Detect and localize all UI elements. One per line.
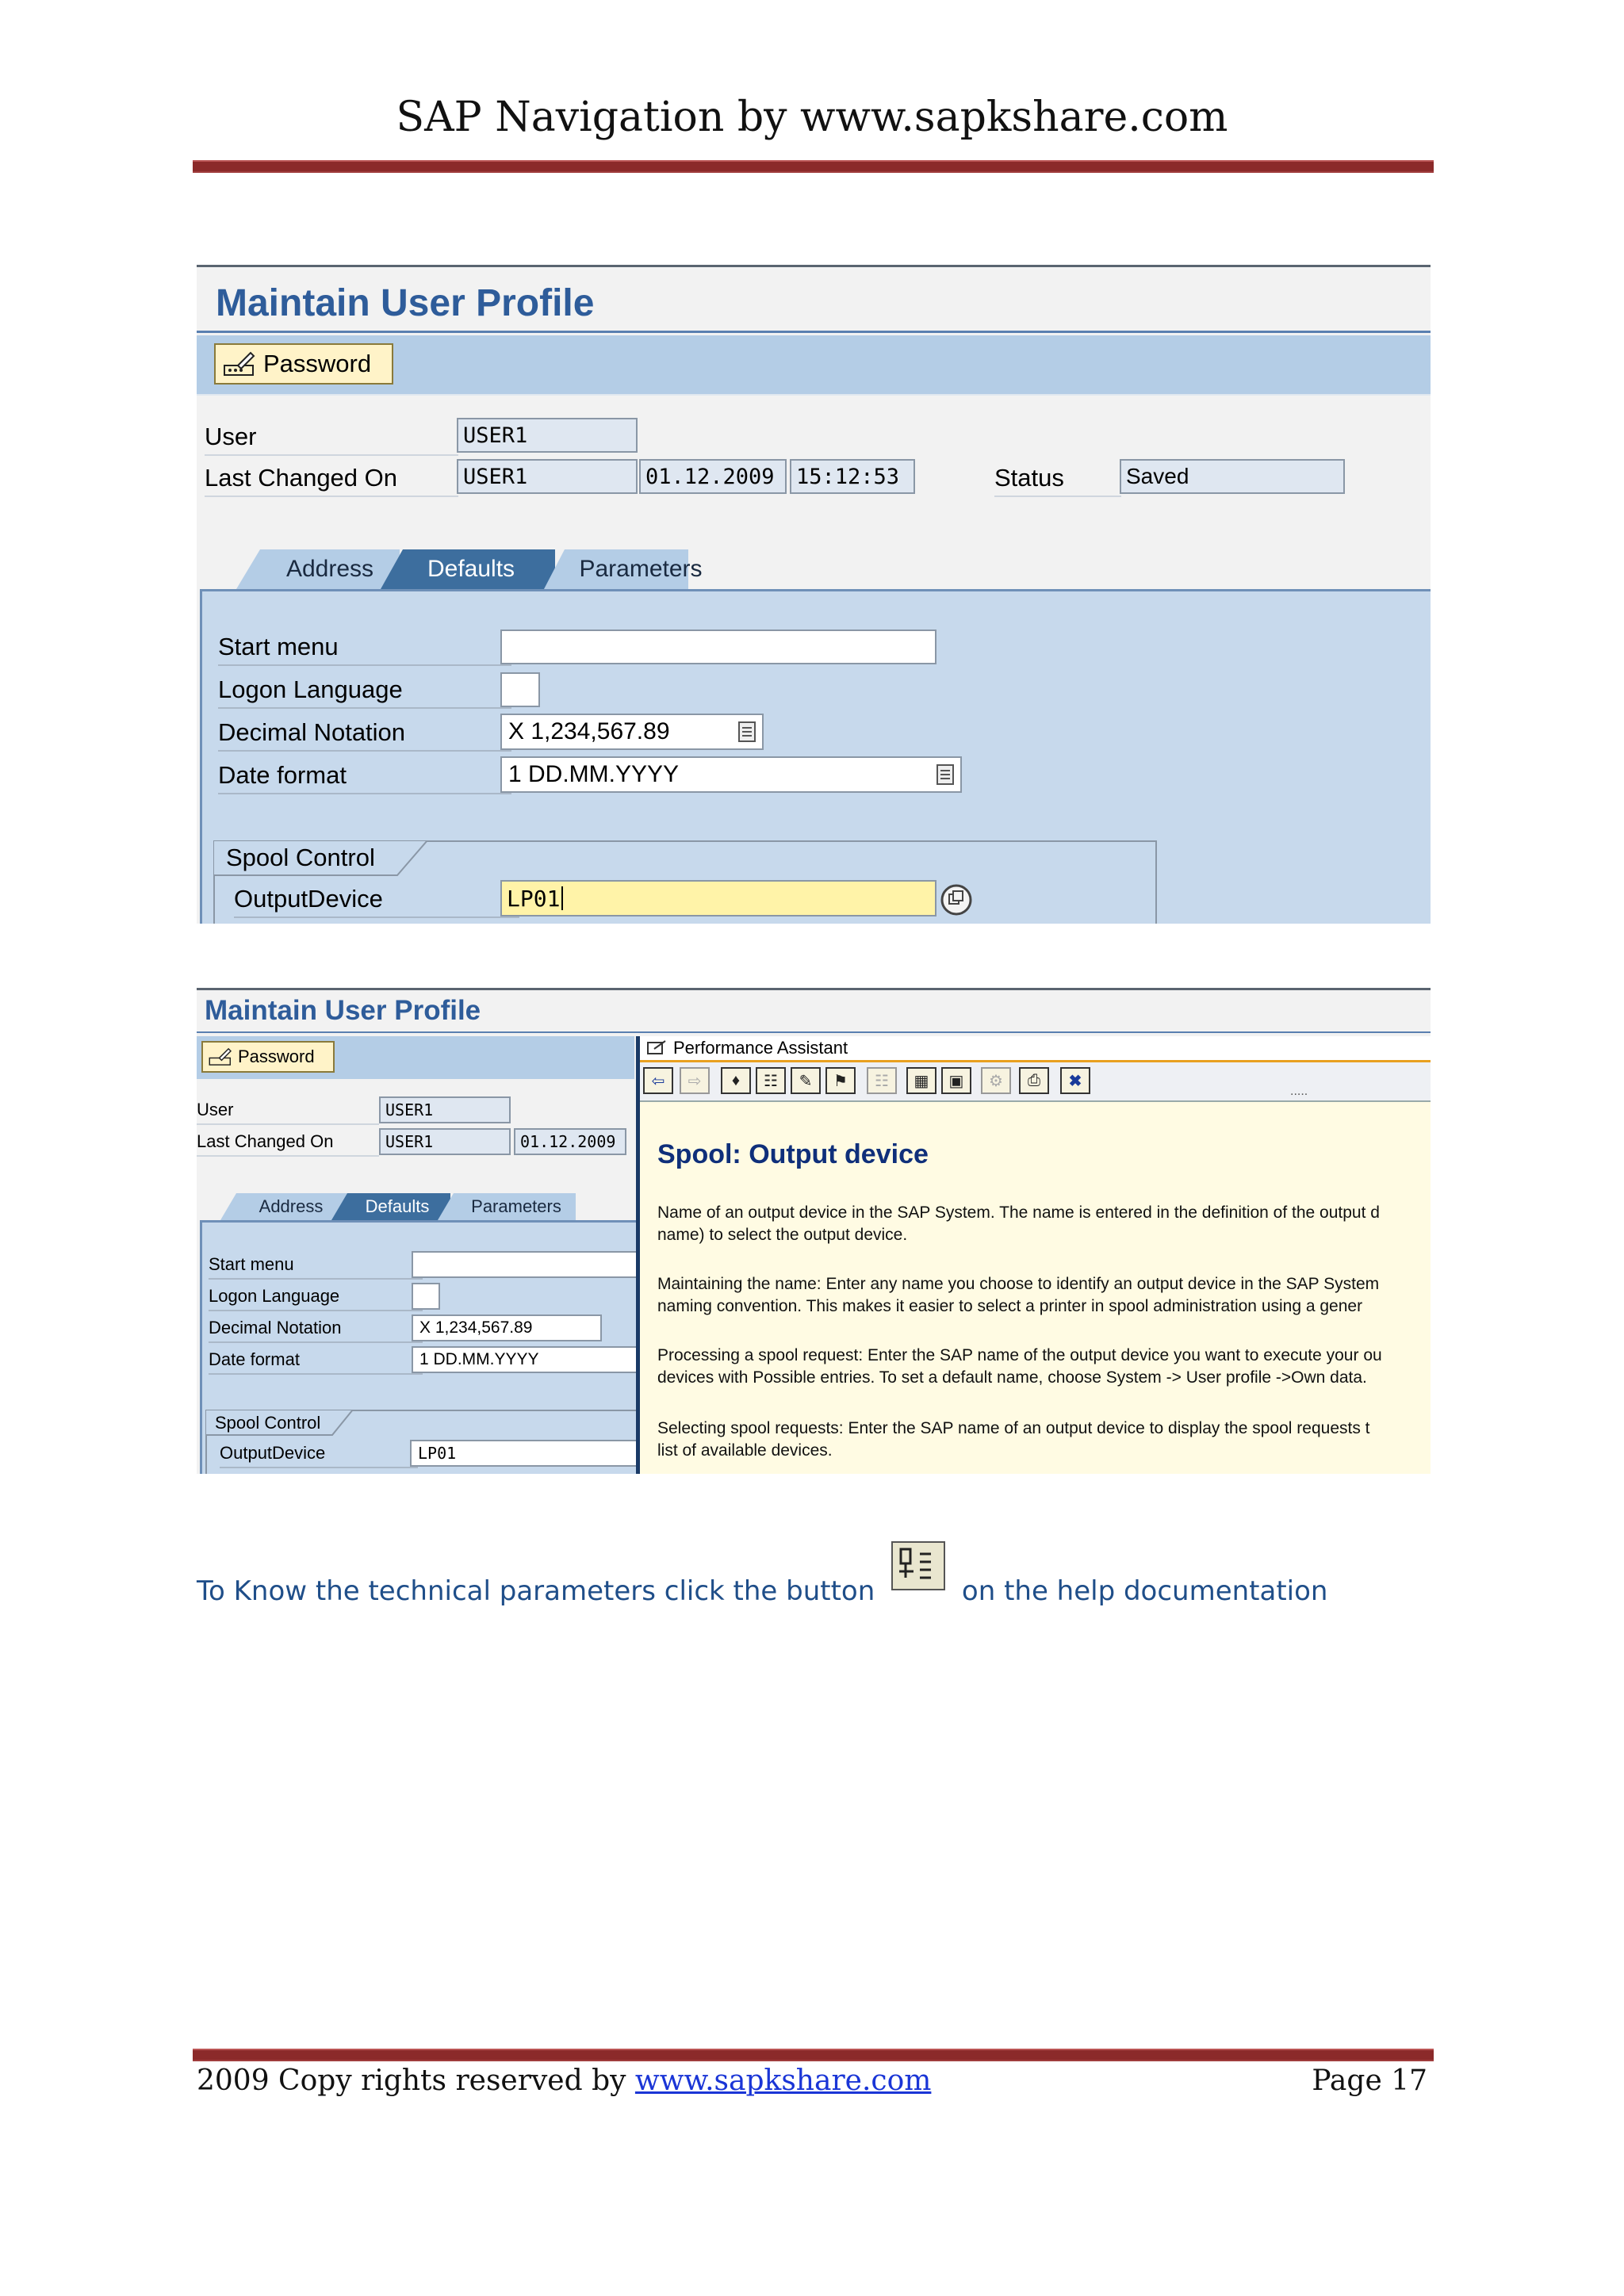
help-paragraph-1a: Name of an output device in the SAP System. The name is entered in the definition of the output d xyxy=(657,1203,1380,1222)
screenshot-maintain-user-profile-1 xyxy=(197,265,1431,924)
screen-title: Maintain User Profile xyxy=(205,995,481,1026)
date-format-dropdown-icon[interactable] xyxy=(936,764,954,785)
defaults-panel xyxy=(200,1220,638,1474)
decimal-notation-value: X 1,234,567.89 xyxy=(419,1318,533,1337)
date-format-value: 1 DD.MM.YYYY xyxy=(508,761,680,787)
close-icon[interactable]: ✖ xyxy=(1060,1067,1090,1094)
assistant-title: Performance Assistant xyxy=(673,1038,848,1058)
help-paragraph-4a: Selecting spool requests: Enter the SAP name of an output device to display the spool requests t xyxy=(657,1419,1370,1437)
help-paragraph-2b: naming convention. This makes it easier to select a printer in spool administration using a gener xyxy=(657,1297,1363,1315)
decimal-notation-field[interactable] xyxy=(412,1314,602,1341)
screenshot-maintain-user-profile-2 xyxy=(197,988,1431,1474)
last-changed-label: Last Changed On xyxy=(205,464,458,497)
instruction-text xyxy=(197,1559,1327,1608)
last-changed-date-field[interactable]: 01.12.2009 xyxy=(514,1128,626,1155)
book-icon[interactable]: ♦ xyxy=(721,1067,751,1094)
screen-title: Maintain User Profile xyxy=(216,282,595,324)
footer-copyright xyxy=(197,2064,931,2097)
password-button[interactable] xyxy=(201,1041,335,1073)
tab-defaults[interactable]: Defaults xyxy=(365,1196,430,1216)
page-header-title: SAP Navigation by www.sapkshare.com xyxy=(396,94,1228,141)
status-label: Status xyxy=(994,464,1121,497)
assistant-dots: ..... xyxy=(1290,1085,1308,1098)
password-button-label: Password xyxy=(238,1047,315,1066)
user-field[interactable]: USER1 xyxy=(457,418,638,453)
page-number: Page 17 xyxy=(1312,2064,1427,2097)
user-label: User xyxy=(197,1100,379,1125)
spool-control-group xyxy=(205,1410,649,1474)
start-menu-label: Start menu xyxy=(209,1254,423,1280)
help-paragraph-4b: list of available devices. xyxy=(657,1441,833,1460)
start-menu-field[interactable] xyxy=(412,1251,642,1278)
logon-language-field[interactable] xyxy=(412,1283,440,1310)
status-field[interactable]: Saved xyxy=(1120,459,1345,494)
tools-icon[interactable]: ⚙ xyxy=(981,1067,1011,1094)
logon-language-field[interactable] xyxy=(500,672,540,707)
output-device-field[interactable]: LP01 xyxy=(410,1440,640,1467)
header-rule xyxy=(193,160,1434,173)
tab-parameters[interactable]: Parameters xyxy=(471,1196,561,1216)
decimal-notation-field[interactable] xyxy=(500,714,764,750)
help-heading: Spool: Output device xyxy=(657,1139,929,1169)
tab-address[interactable]: Address xyxy=(259,1196,324,1216)
flag-icon[interactable]: ⚑ xyxy=(825,1067,856,1094)
decimal-notation-label: Decimal Notation xyxy=(218,718,511,752)
help-paragraph-3b: devices with Possible entries. To set a default name, choose System -> User profile ->Own data. xyxy=(657,1368,1367,1387)
copyright-text: 2009 Copy rights reserved by xyxy=(197,2064,626,2097)
output-device-label: OutputDevice xyxy=(220,1443,418,1468)
last-changed-label: Last Changed On xyxy=(197,1131,379,1157)
edit-icon[interactable]: ✎ xyxy=(791,1067,821,1094)
spool-control-label: Spool Control xyxy=(215,1413,321,1433)
output-device-label: OutputDevice xyxy=(234,885,519,918)
last-changed-user-field[interactable]: USER1 xyxy=(457,459,638,494)
instruction-after: on the help documentation xyxy=(961,1575,1328,1607)
date-format-field[interactable] xyxy=(412,1346,642,1373)
password-edit-icon xyxy=(208,1047,233,1067)
title-rule xyxy=(197,1031,1431,1033)
technical-info-glyph xyxy=(893,1543,940,1586)
technical-info-icon[interactable]: ☷ xyxy=(756,1067,786,1094)
table-icon[interactable]: ▦ xyxy=(906,1067,936,1094)
display-icon[interactable]: ☷ xyxy=(867,1067,897,1094)
decimal-notation-value: X 1,234,567.89 xyxy=(508,718,670,744)
user-label: User xyxy=(205,423,458,456)
assistant-window-icon xyxy=(646,1039,668,1057)
start-menu-label: Start menu xyxy=(218,633,511,666)
text-cursor xyxy=(561,886,563,910)
back-arrow-icon[interactable]: ⇦ xyxy=(643,1067,673,1094)
spool-control-group xyxy=(213,840,1157,924)
forward-arrow-icon[interactable]: ⇨ xyxy=(680,1067,710,1094)
application-toolbar xyxy=(197,1036,634,1079)
output-device-field[interactable] xyxy=(500,880,936,916)
date-format-label: Date format xyxy=(209,1349,423,1375)
footer-rule xyxy=(193,2049,1434,2061)
instruction-before: To Know the technical parameters click the button xyxy=(197,1575,875,1607)
decimal-notation-label: Decimal Notation xyxy=(209,1318,423,1343)
logon-language-label: Logon Language xyxy=(218,675,511,709)
date-format-label: Date format xyxy=(218,761,511,794)
password-button[interactable] xyxy=(214,343,393,385)
search-help-icon[interactable] xyxy=(940,883,973,916)
assistant-title-bar xyxy=(640,1036,1431,1062)
help-paragraph-3a: Processing a spool request: Enter the SAP name of the output device you want to execute your ou xyxy=(657,1346,1382,1364)
date-format-field[interactable] xyxy=(500,756,962,793)
defaults-panel xyxy=(200,589,1431,924)
title-rule xyxy=(197,331,1431,333)
tab-address[interactable]: Address xyxy=(285,556,374,582)
start-menu-field[interactable] xyxy=(500,629,936,664)
help-paragraph-2a: Maintaining the name: Enter any name you choose to identify an output device in the SAP System xyxy=(657,1275,1380,1293)
logon-language-label: Logon Language xyxy=(209,1286,423,1311)
last-changed-time-field[interactable]: 15:12:53 xyxy=(790,459,915,494)
date-format-value: 1 DD.MM.YYYY xyxy=(419,1350,539,1368)
tab-parameters[interactable]: Parameters xyxy=(579,556,703,582)
footer-link[interactable]: www.sapkshare.com xyxy=(634,2064,932,2097)
tab-defaults[interactable]: Defaults xyxy=(427,556,515,582)
spool-control-label: Spool Control xyxy=(226,844,375,871)
assistant-toolbar xyxy=(640,1062,1431,1102)
application-toolbar xyxy=(197,335,1431,396)
last-changed-user-field[interactable]: USER1 xyxy=(379,1128,511,1155)
last-changed-date-field[interactable]: 01.12.2009 xyxy=(639,459,787,494)
help-paragraph-1b: name) to select the output device. xyxy=(657,1226,908,1244)
print-icon[interactable]: ⎙ xyxy=(1019,1067,1049,1094)
user-field[interactable]: USER1 xyxy=(379,1096,511,1123)
technical-info-icon xyxy=(891,1541,945,1590)
performance-assistant-window xyxy=(636,1036,1431,1474)
decimal-notation-dropdown-icon[interactable] xyxy=(738,721,756,742)
password-edit-icon xyxy=(222,350,257,378)
output-device-value: LP01 xyxy=(507,885,561,912)
password-button-label: Password xyxy=(263,350,372,377)
window-icon[interactable]: ▣ xyxy=(941,1067,971,1094)
